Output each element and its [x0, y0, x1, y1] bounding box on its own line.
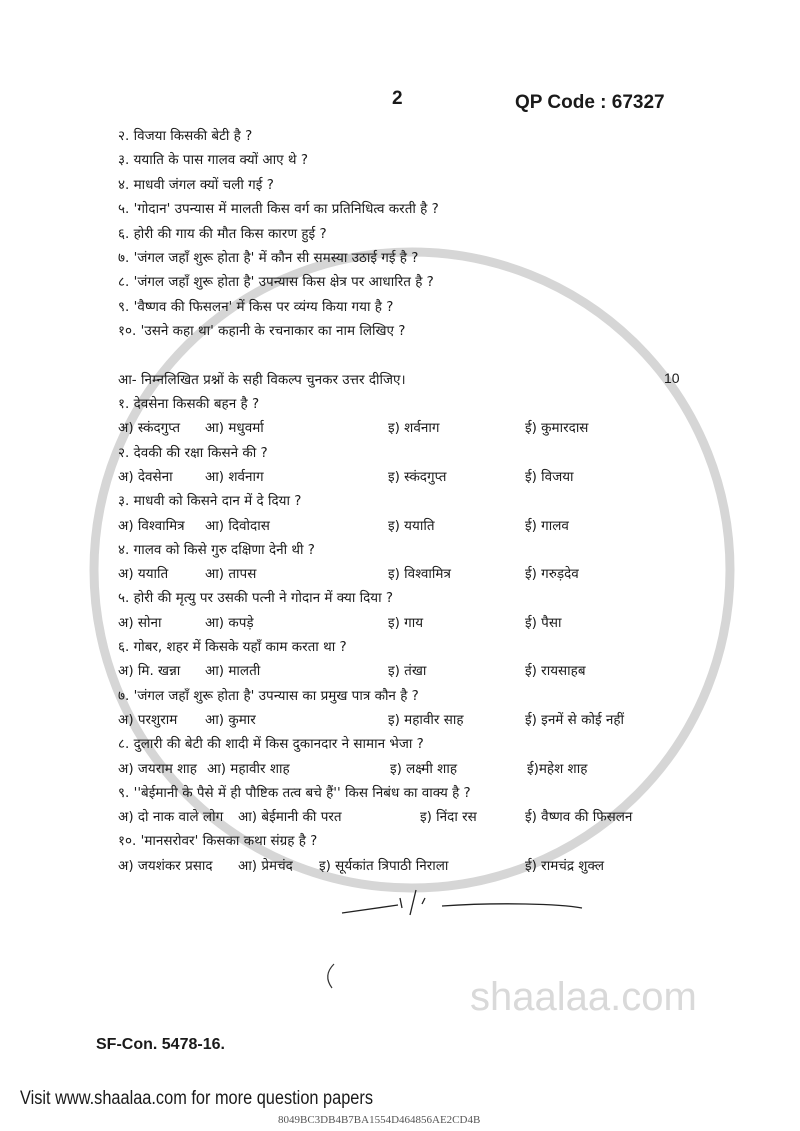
mcq-question: ४. गालव को किसे गुरु दक्षिणा देनी थी ?	[118, 541, 315, 558]
mcq-option: ई) कुमारदास	[525, 420, 589, 437]
question-item: २. विजया किसकी बेटी है ?	[118, 128, 253, 144]
mcq-options-row	[118, 807, 685, 827]
mcq-option: इ) स्कंदगुप्त	[388, 468, 447, 485]
mcq-options-row	[118, 418, 685, 438]
qp-code: QP Code : 67327	[515, 92, 665, 113]
mcq-option: ई) पैसा	[525, 614, 562, 631]
mcq-option: आ) कुमार	[205, 711, 256, 728]
mcq-option: अ) स्कंदगुप्त	[118, 420, 181, 437]
mcq-option: आ) प्रेमचंद	[238, 857, 293, 874]
mcq-option: ई) वैष्णव की फिसलन	[525, 809, 633, 826]
mcq-option: आ) बेईमानी की परत	[238, 809, 342, 826]
mcq-option: ई) गरुड़देव	[525, 566, 579, 583]
mcq-options-row	[118, 661, 685, 681]
mcq-option: आ) तापस	[205, 566, 257, 583]
mcq-question: १०. 'मानसरोवर' किसका कथा संग्रह है ?	[118, 833, 318, 850]
mcq-options-row	[118, 759, 687, 779]
mcq-option: ई) गालव	[525, 517, 569, 534]
mcq-question: ५. होरी की मृत्यु पर उसकी पत्नी ने गोदान में क्या दिया ?	[118, 590, 394, 607]
visit-link[interactable]: Visit www.shaalaa.com for more question papers	[20, 1088, 374, 1109]
mcq-option: ई)महेश शाह	[526, 760, 588, 777]
mcq-option: आ) मधुवर्मा	[205, 420, 264, 437]
section-b-marks: 10	[664, 370, 680, 386]
watermark-text: shaalaa.com	[470, 975, 697, 1019]
mcq-options-row	[118, 564, 685, 584]
question-item: ८. 'जंगल जहाँ शुरू होता है' उपन्यास किस क्षेत्र पर आधारित है ?	[118, 274, 434, 291]
mcq-option: आ) मालती	[205, 663, 261, 680]
mcq-option: अ) जयराम शाह	[118, 760, 197, 777]
mcq-option: इ) तंखा	[388, 663, 427, 680]
mcq-option: ई) विजया	[525, 468, 574, 485]
question-item: १०. 'उसने कहा था' कहानी के रचनाकार का नाम लिखिए ?	[118, 323, 406, 340]
mcq-question: १. देवसेना किसकी बहन है ?	[118, 396, 260, 412]
mcq-option: ई) इनमें से कोई नहीं	[525, 711, 625, 728]
mcq-option: ई) रायसाहब	[525, 663, 586, 680]
document-hash: 8049BC3DB4B7BA1554D464856AE2CD4B	[278, 1114, 481, 1126]
mcq-option: इ) शर्वनाग	[388, 420, 440, 437]
mcq-option: अ) जयशंकर प्रसाद	[118, 857, 213, 874]
mcq-options-row	[118, 613, 685, 633]
mcq-option: इ) ययाति	[388, 517, 435, 534]
mcq-option: आ) शर्वनाग	[205, 468, 264, 485]
mcq-option: आ) कपड़े	[205, 614, 254, 631]
mcq-option: आ) दिवोदास	[205, 517, 270, 534]
mcq-option: अ) ययाति	[118, 566, 169, 583]
mcq-option: अ) परशुराम	[118, 711, 178, 728]
mcq-option: इ) निंदा रस	[420, 809, 477, 826]
mcq-question: २. देवकी की रक्षा किसने की ?	[118, 444, 268, 461]
question-item: ७. 'जंगल जहाँ शुरू होता है' में कौन सी समस्या उठाई गई है ?	[118, 250, 419, 266]
mcq-option: इ) गाय	[388, 614, 424, 631]
question-item: ५. 'गोदान' उपन्यास में मालती किस वर्ग का प्रतिनिधित्व करती है ?	[118, 201, 439, 218]
mcq-option: इ) महावीर साह	[388, 711, 464, 728]
mcq-question: ७. 'जंगल जहाँ शुरू होता है' उपन्यास का प्रमुख पात्र कौन है ?	[118, 687, 419, 704]
mcq-option: अ) दो नाक वाले लोग	[118, 809, 224, 826]
mcq-option: अ) विश्वामित्र	[118, 517, 185, 534]
mcq-options-row	[118, 856, 685, 876]
mcq-option: ई) रामचंद्र शुक्ल	[525, 857, 605, 874]
mcq-question: ९. ''बेईमानी के पैसे में ही पौष्टिक तत्व बचे हैं'' किस निबंध का वाक्य है ?	[118, 784, 471, 801]
mcq-option: इ) विश्वामित्र	[388, 566, 451, 583]
question-item: ३. ययाति के पास गालव क्यों आए थे ?	[118, 152, 309, 169]
mcq-question: ६. गोबर, शहर में किसके यहाँ काम करता था ?	[118, 639, 347, 655]
paper-code: SF-Con. 5478-16.	[96, 1036, 225, 1053]
mcq-question: ३. माधवी को किसने दान में दे दिया ?	[118, 493, 302, 510]
mcq-option: अ) सोना	[118, 614, 162, 631]
mcq-option: अ) देवसेना	[118, 468, 173, 485]
mcq-option: इ) सूर्यकांत त्रिपाठी निराला	[319, 857, 449, 874]
mcq-option: आ) महावीर शाह	[206, 760, 290, 777]
mcq-question: ८. दुलारी की बेटी की शादी में किस दुकानदार ने सामान भेजा ?	[118, 736, 424, 753]
mcq-option: अ) मि. खन्ना	[118, 663, 181, 680]
mcq-options-row	[118, 516, 685, 536]
mcq-option: इ) लक्ष्मी शाह	[389, 760, 458, 777]
section-b-instruction: आ- निम्नलिखित प्रश्नों के सही विकल्प चुनकर उत्तर दीजिए।	[118, 372, 406, 388]
mcq-options-row	[118, 710, 685, 730]
question-item: ४. माधवी जंगल क्यों चली गई ?	[118, 176, 274, 193]
page-number: 2	[392, 88, 403, 109]
mcq-options-row	[118, 467, 685, 487]
question-item: ९. 'वैष्णव की फिसलन' में किस पर व्यंग्य किया गया है ?	[118, 298, 394, 315]
question-item: ६. होरी की गाय की मौत किस कारण हुई ?	[118, 225, 327, 242]
